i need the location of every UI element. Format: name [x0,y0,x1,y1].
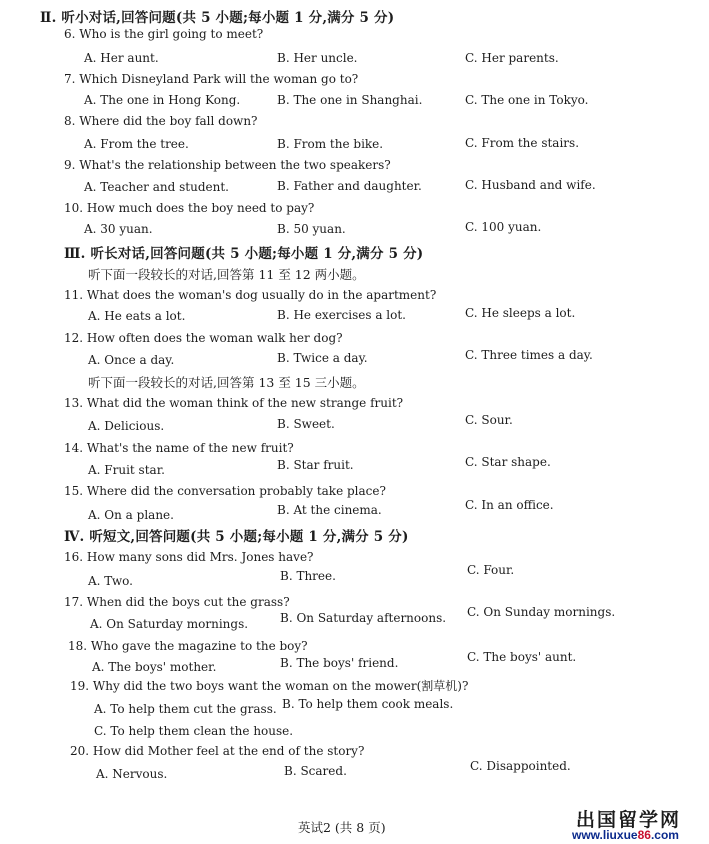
section-2-heading: Ⅱ. 听小对话,回答问题(共 5 小题;每小题 1 分,满分 5 分) [40,10,395,26]
q13-option-a: A. Delicious. [88,419,165,433]
q6-option-c: C. Her parents. [465,51,559,65]
q17-option-c: C. On Sunday mornings. [467,605,616,619]
q7-option-a: A. The one in Hong Kong. [84,93,241,107]
q18-option-a: A. The boys' mother. [92,660,217,674]
watermark-url-part3: .com [650,828,679,842]
q20-option-b: B. Scared. [284,764,347,778]
q10-option-a: A. 30 yuan. [84,222,153,236]
section-4-heading: Ⅳ. 听短文,回答问题(共 5 小题;每小题 1 分,满分 5 分) [64,529,409,545]
question-18: 18. Who gave the magazine to the boy? [68,639,308,653]
q7-option-c: C. The one in Tokyo. [465,93,589,107]
q11-option-a: A. He eats a lot. [88,309,186,323]
question-8: 8. Where did the boy fall down? [64,114,258,128]
q12-option-b: B. Twice a day. [277,351,368,365]
q9-option-c: C. Husband and wife. [465,178,596,192]
q9-option-a: A. Teacher and student. [84,180,229,194]
watermark-site-name: 出国留学网 [576,809,682,831]
q8-option-c: C. From the stairs. [465,136,580,150]
q11-option-b: B. He exercises a lot. [277,308,406,322]
q18-option-b: B. The boys' friend. [280,656,399,670]
q8-option-a: A. From the tree. [84,137,189,151]
question-19: 19. Why did the two boys want the woman on the mower(割草机)? [70,679,469,693]
q14-option-a: A. Fruit star. [88,463,165,477]
q11-option-c: C. He sleeps a lot. [465,306,576,320]
question-10: 10. How much does the boy need to pay? [64,201,315,215]
q20-option-c: C. Disappointed. [470,759,571,773]
q20-option-a: A. Nervous. [96,767,168,781]
section-3-note-2: 听下面一段较长的对话,回答第 13 至 15 三小题。 [88,375,365,390]
question-6: 6. Who is the girl going to meet? [64,27,264,41]
page-footer: 英试2 (共 8 页) [298,820,386,835]
question-14: 14. What's the name of the new fruit? [64,441,294,455]
question-17: 17. When did the boys cut the grass? [64,595,290,609]
question-15: 15. Where did the conversation probably take place? [64,484,386,498]
section-3-heading: Ⅲ. 听长对话,回答问题(共 5 小题;每小题 1 分,满分 5 分) [64,246,424,262]
q19-option-b: B. To help them cook meals. [282,697,454,711]
q6-option-b: B. Her uncle. [277,51,358,65]
q15-option-c: C. In an office. [465,498,554,512]
q17-option-b: B. On Saturday afternoons. [280,611,447,625]
q16-option-b: B. Three. [280,569,336,583]
q7-option-b: B. The one in Shanghai. [277,93,423,107]
q15-option-b: B. At the cinema. [277,503,382,517]
question-20: 20. How did Mother feel at the end of the story? [70,744,365,758]
q6-option-a: A. Her aunt. [84,51,159,65]
section-3-note-1: 听下面一段较长的对话,回答第 11 至 12 两小题。 [88,267,365,282]
q15-option-a: A. On a plane. [88,508,174,522]
q18-option-c: C. The boys' aunt. [467,650,577,664]
q8-option-b: B. From the bike. [277,137,384,151]
question-7: 7. Which Disneyland Park will the woman go to? [64,72,359,86]
q9-option-b: B. Father and daughter. [277,179,422,193]
q12-option-a: A. Once a day. [88,353,175,367]
watermark-url-part1: www.liuxue [572,828,638,842]
question-12: 12. How often does the woman walk her dog? [64,331,343,345]
q13-option-c: C. Sour. [465,413,513,427]
q17-option-a: A. On Saturday mornings. [90,617,249,631]
question-11: 11. What does the woman's dog usually do in the apartment? [64,288,437,302]
q10-option-b: B. 50 yuan. [277,222,346,236]
watermark-url-part2: 86 [637,828,651,842]
q14-option-b: B. Star fruit. [277,458,354,472]
q19-option-a: A. To help them cut the grass. [94,702,277,716]
q12-option-c: C. Three times a day. [465,348,593,362]
q13-option-b: B. Sweet. [277,417,335,431]
question-16: 16. How many sons did Mrs. Jones have? [64,550,314,564]
q16-option-a: A. Two. [88,574,133,588]
q19-option-c: C. To help them clean the house. [94,724,294,738]
question-13: 13. What did the woman think of the new strange fruit? [64,396,404,410]
q16-option-c: C. Four. [467,563,515,577]
q10-option-c: C. 100 yuan. [465,220,542,234]
q14-option-c: C. Star shape. [465,455,551,469]
question-9: 9. What's the relationship between the two speakers? [64,158,391,172]
watermark-url [572,828,679,842]
